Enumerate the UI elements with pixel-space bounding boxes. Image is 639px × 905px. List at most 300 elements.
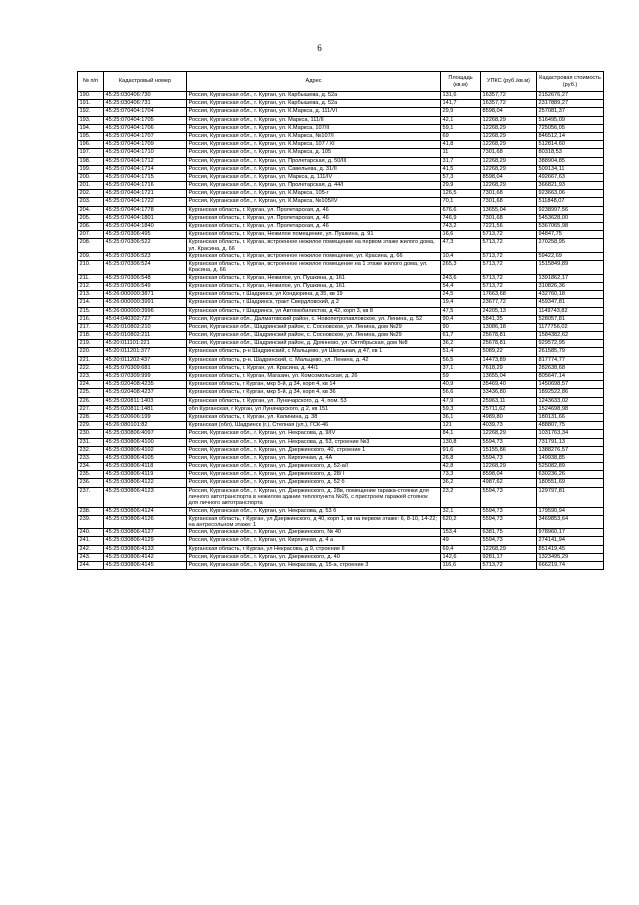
cell-cadastral-cost: 1031763,34 bbox=[537, 430, 604, 438]
table-row bbox=[78, 545, 604, 553]
cell-cadastral-cost: 2152676,27 bbox=[537, 92, 604, 100]
cell-address: Россия, Курганская обл., г. Курган, ул. Карбышева, д. 52а bbox=[187, 100, 441, 108]
cell-address: Россия, Курганская обл., г. Курган, ул. Дзержинского, д. 52-а/I bbox=[187, 463, 441, 471]
table-row bbox=[78, 389, 604, 397]
cell-upks: 12268,29 bbox=[481, 545, 537, 553]
cell-cadastral-number: 45:25:030806:4102 bbox=[104, 446, 187, 454]
cell-upks: 12268,29 bbox=[481, 430, 537, 438]
cell-upks: 12268,29 bbox=[481, 182, 537, 190]
cell-cadastral-cost: 80318,53 bbox=[537, 149, 604, 157]
cell-address: Россия, Курганская обл., г. Курган, ул. Некрасова, д. 53, строение №3 bbox=[187, 438, 441, 446]
cell-address: обл Курганская, г Курган, ул Луначарского, д 2, кв 151 bbox=[187, 405, 441, 413]
cell-number: 223. bbox=[78, 373, 104, 381]
cell-number: 203. bbox=[78, 198, 104, 206]
cell-cadastral-number: 45:25:070404:1705 bbox=[104, 116, 187, 124]
cell-cadastral-number: 45:25:070404:1707 bbox=[104, 132, 187, 140]
cell-address: Россия, Курганская обл., г. Курган, ул. Дзержинского, № 40 bbox=[187, 529, 441, 537]
cell-area: 59 bbox=[441, 373, 481, 381]
header-area: Площадь (кв.м) bbox=[441, 72, 481, 92]
cell-cadastral-cost: 1149743,82 bbox=[537, 307, 604, 315]
cell-upks: 5713,72 bbox=[481, 274, 537, 282]
cell-number: 210. bbox=[78, 261, 104, 275]
cell-number: 232. bbox=[78, 446, 104, 454]
table-row bbox=[78, 323, 604, 331]
cell-cadastral-cost: 492667,63 bbox=[537, 173, 604, 181]
cell-area: 121 bbox=[441, 422, 481, 430]
cell-number: 204. bbox=[78, 206, 104, 214]
cell-cadastral-number: 45:26:000000:3871 bbox=[104, 291, 187, 299]
cell-upks: 5594,73 bbox=[481, 454, 537, 462]
cell-upks: 4039,73 bbox=[481, 422, 537, 430]
cell-area: 620,2 bbox=[441, 515, 481, 529]
cell-area: 59,3 bbox=[441, 405, 481, 413]
cell-upks: 7221,56 bbox=[481, 223, 537, 231]
cell-number: 235. bbox=[78, 471, 104, 479]
cell-upks: 12268,29 bbox=[481, 141, 537, 149]
table-row bbox=[78, 446, 604, 454]
cell-upks: 4989,80 bbox=[481, 413, 537, 421]
cell-number: 213. bbox=[78, 291, 104, 299]
cell-area: 69,4 bbox=[441, 545, 481, 553]
cell-number: 218. bbox=[78, 332, 104, 340]
cell-number: 192. bbox=[78, 108, 104, 116]
table-row bbox=[78, 132, 604, 140]
cell-address: Россия, Курганская обл., г. Курган, ул. К.Маркса, №107/I bbox=[187, 132, 441, 140]
cell-address: Курганская область, г Шадринск, ул Кондюрина, д 35, кв 19 bbox=[187, 291, 441, 299]
table-row bbox=[78, 487, 604, 507]
cell-cadastral-number: 45:25:070404:1710 bbox=[104, 149, 187, 157]
cell-upks: 5713,72 bbox=[481, 252, 537, 260]
cell-area: 116,6 bbox=[441, 562, 481, 570]
cell-cadastral-number: 45:25:020811:1403 bbox=[104, 397, 187, 405]
table-body bbox=[78, 92, 604, 570]
table-row bbox=[78, 182, 604, 190]
cell-address: Россия, Курганская обл., г. Курган, ул. Кирпичная, д. 4 а bbox=[187, 537, 441, 545]
cell-area: 61,7 bbox=[441, 332, 481, 340]
cell-cadastral-cost: 1515849,89 bbox=[537, 261, 604, 275]
cell-address: Курганская область, г. Курган, ул. Пролетарская, д. 46 bbox=[187, 223, 441, 231]
table-row bbox=[78, 537, 604, 545]
cell-area: 37,1 bbox=[441, 364, 481, 372]
cell-area: 36,2 bbox=[441, 479, 481, 487]
table-row bbox=[78, 206, 604, 214]
cell-area: 90,4 bbox=[441, 315, 481, 323]
cell-upks: 17663,68 bbox=[481, 291, 537, 299]
cell-cadastral-number: 45:25:070404:1714 bbox=[104, 165, 187, 173]
table-row bbox=[78, 422, 604, 430]
cell-cadastral-number: 45:26:000000:3991 bbox=[104, 299, 187, 307]
cell-area: 54,4 bbox=[441, 282, 481, 290]
cell-area: 31,7 bbox=[441, 157, 481, 165]
cell-area: 49 bbox=[441, 537, 481, 545]
cell-cadastral-number: 45:25:070404:1716 bbox=[104, 182, 187, 190]
cell-area: 32,1 bbox=[441, 507, 481, 515]
cell-upks: 5713,72 bbox=[481, 239, 537, 253]
cell-area: 26,8 bbox=[441, 454, 481, 462]
cell-area: 16,6 bbox=[441, 231, 481, 239]
cell-cadastral-cost: 59422,69 bbox=[537, 252, 604, 260]
cell-number: 219. bbox=[78, 340, 104, 348]
cell-upks: 7301,68 bbox=[481, 214, 537, 222]
cell-cadastral-number: 45:25:070404:1778 bbox=[104, 206, 187, 214]
cell-cadastral-number: 45:25:070404:1709 bbox=[104, 141, 187, 149]
cell-area: 131,6 bbox=[441, 92, 481, 100]
cell-number: 216. bbox=[78, 315, 104, 323]
cell-upks: 12268,29 bbox=[481, 124, 537, 132]
table-row bbox=[78, 562, 604, 570]
cell-area: 56,6 bbox=[441, 389, 481, 397]
cell-cadastral-number: 45:25:070404:1706 bbox=[104, 124, 187, 132]
cell-number: 244. bbox=[78, 562, 104, 570]
table-header-row bbox=[78, 72, 604, 92]
table-row bbox=[78, 413, 604, 421]
cell-upks: 13086,18 bbox=[481, 323, 537, 331]
cell-upks: 5089,22 bbox=[481, 348, 537, 356]
cell-upks: 25678,81 bbox=[481, 332, 537, 340]
cell-upks: 5594,73 bbox=[481, 487, 537, 507]
cell-cadastral-cost: 1391862,17 bbox=[537, 274, 604, 282]
cell-area: 41,8 bbox=[441, 141, 481, 149]
cell-upks: 15155,86 bbox=[481, 446, 537, 454]
table-row bbox=[78, 373, 604, 381]
cell-cadastral-number: 45:25:070306:548 bbox=[104, 274, 187, 282]
cell-address: Курганская область, г Курган, мкр 5-й, д 34, корп 4, кв 14 bbox=[187, 381, 441, 389]
cell-upks: 7301,68 bbox=[481, 198, 537, 206]
cell-number: 229. bbox=[78, 422, 104, 430]
cell-area: 265,3 bbox=[441, 261, 481, 275]
table-row bbox=[78, 315, 604, 323]
header-number: № п/п bbox=[78, 72, 104, 92]
cell-address: Россия, Курганская обл., г. Курган, ул. К.Маркса, д. 105 bbox=[187, 149, 441, 157]
cell-address: Курганская область, г. Курган, Нежилое помещение, ул. Пушкина, д. 91 bbox=[187, 231, 441, 239]
cell-area: 746,9 bbox=[441, 214, 481, 222]
table-row bbox=[78, 165, 604, 173]
cell-address: Курганская область, г. Курган, ул. Красина, д. 44/1 bbox=[187, 364, 441, 372]
cell-cadastral-cost: 725056,05 bbox=[537, 124, 604, 132]
cell-number: 227. bbox=[78, 405, 104, 413]
cell-cadastral-number: 45:25:030806:4122 bbox=[104, 479, 187, 487]
cell-cadastral-cost: 851419,45 bbox=[537, 545, 604, 553]
cell-number: 197. bbox=[78, 149, 104, 157]
table-row bbox=[78, 108, 604, 116]
cell-address: Россия, Курганская обл., Шадринский район, с. Сосновское, ул. Ленина, дом №29 bbox=[187, 323, 441, 331]
cell-upks: 9281,17 bbox=[481, 553, 537, 561]
cell-number: 239. bbox=[78, 515, 104, 529]
table-row bbox=[78, 340, 604, 348]
cell-area: 130,8 bbox=[441, 438, 481, 446]
cell-area: 29,9 bbox=[441, 108, 481, 116]
table-row bbox=[78, 92, 604, 100]
cell-area: 70,1 bbox=[441, 198, 481, 206]
table-row bbox=[78, 381, 604, 389]
cell-upks: 5594,73 bbox=[481, 537, 537, 545]
table-row bbox=[78, 405, 604, 413]
cell-area: 10,4 bbox=[441, 252, 481, 260]
cell-cadastral-number: 45:25:020811:1481 bbox=[104, 405, 187, 413]
cell-upks: 7618,29 bbox=[481, 364, 537, 372]
cell-upks: 13655,04 bbox=[481, 206, 537, 214]
cell-upks: 5594,73 bbox=[481, 507, 537, 515]
cell-upks: 16357,72 bbox=[481, 92, 537, 100]
cell-address: Курганская область, г. Курган, ул. Луначарского, д. 4, пом. 53 bbox=[187, 397, 441, 405]
table-row bbox=[78, 223, 604, 231]
cell-upks: 35469,40 bbox=[481, 381, 537, 389]
cell-address: Россия, Курганская обл., г. Курган, ул. Кирпичная, д. 4А bbox=[187, 454, 441, 462]
cell-number: 206. bbox=[78, 223, 104, 231]
cell-address: Россия, Курганская обл., Далматовский район, с. Новопетропавловское, ул. Ленина, д. 52 bbox=[187, 315, 441, 323]
cell-cadastral-number: 45:25:030406:731 bbox=[104, 100, 187, 108]
table-row bbox=[78, 471, 604, 479]
cadastral-value-table bbox=[77, 71, 604, 570]
cell-cadastral-number: 45:20:011202:437 bbox=[104, 356, 187, 364]
cell-cadastral-number: 45:25:070404:1840 bbox=[104, 223, 187, 231]
cell-address: Россия, Курганская обл., Шадринский район, с. Сосновское, ул. Ленина, дом №29 bbox=[187, 332, 441, 340]
cell-address: Россия, Курганская обл., г. Курган, ул. Маркса, 111/II bbox=[187, 116, 441, 124]
cell-cadastral-number: 45:25:030806:4127 bbox=[104, 529, 187, 537]
cell-area: 51,4 bbox=[441, 348, 481, 356]
cell-cadastral-number: 45:25:030806:4105 bbox=[104, 454, 187, 462]
cell-area: 36,1 bbox=[441, 413, 481, 421]
cell-upks: 5841,35 bbox=[481, 315, 537, 323]
cell-cadastral-cost: 1177756,02 bbox=[537, 323, 604, 331]
cell-upks: 5713,72 bbox=[481, 261, 537, 275]
cell-cadastral-cost: 666219,74 bbox=[537, 562, 604, 570]
cell-number: 236. bbox=[78, 479, 104, 487]
cell-area: 42,8 bbox=[441, 463, 481, 471]
cell-upks: 12268,29 bbox=[481, 463, 537, 471]
cell-cadastral-cost: 923663,06 bbox=[537, 190, 604, 198]
cell-number: 196. bbox=[78, 141, 104, 149]
cell-cadastral-cost: 261585,79 bbox=[537, 348, 604, 356]
cell-upks: 13655,04 bbox=[481, 373, 537, 381]
cell-number: 190. bbox=[78, 92, 104, 100]
cell-cadastral-cost: 366821,93 bbox=[537, 182, 604, 190]
cell-address: Россия, Курганская обл., г. Курган, ул. Некрасова, д. 15-а, строение 3 bbox=[187, 562, 441, 570]
cell-cadastral-number: 45:20:011201:377 bbox=[104, 348, 187, 356]
cell-cadastral-number: 45:25:070306:549 bbox=[104, 282, 187, 290]
table-row bbox=[78, 348, 604, 356]
cell-area: 56,5 bbox=[441, 356, 481, 364]
cell-address: Курганская область, г Курган, мкр 5-й, д 34, корп 4, кв 36 bbox=[187, 389, 441, 397]
cell-number: 193. bbox=[78, 116, 104, 124]
cell-address: Россия, Курганская обл., Шадринский район, д. Дрянново, ул. Октябрьская, дом №8 bbox=[187, 340, 441, 348]
cell-cadastral-number: 45:25:070404:1704 bbox=[104, 108, 187, 116]
cell-cadastral-cost: 846512,14 bbox=[537, 132, 604, 140]
cell-cadastral-number: 45:25:030806:4142 bbox=[104, 553, 187, 561]
cell-number: 224. bbox=[78, 381, 104, 389]
table-row bbox=[78, 252, 604, 260]
cell-cadastral-number: 45:25:030806:4129 bbox=[104, 537, 187, 545]
cell-cadastral-cost: 488807,75 bbox=[537, 422, 604, 430]
cell-cadastral-cost: 270258,95 bbox=[537, 239, 604, 253]
cell-cadastral-cost: 2317889,27 bbox=[537, 100, 604, 108]
cell-cadastral-cost: 1584382,62 bbox=[537, 332, 604, 340]
cell-address: Россия, Курганская обл., г. Курган, ул. К.Маркса, 107/II bbox=[187, 124, 441, 132]
cell-upks: 5594,73 bbox=[481, 515, 537, 529]
cell-area: 743,2 bbox=[441, 223, 481, 231]
cell-cadastral-cost: 94847,75 bbox=[537, 231, 604, 239]
cell-cadastral-number: 45:25:070404:1722 bbox=[104, 198, 187, 206]
cell-address: Россия, Курганская обл., г. Курган, ул. К.Маркса, 107 / XI bbox=[187, 141, 441, 149]
cell-cadastral-number: 45:25:070309:681 bbox=[104, 364, 187, 372]
cell-cadastral-cost: 9238997,56 bbox=[537, 206, 604, 214]
cell-cadastral-number: 45:25:070306:495 bbox=[104, 231, 187, 239]
table-row bbox=[78, 356, 604, 364]
table-row bbox=[78, 116, 604, 124]
cell-cadastral-cost: 5367065,98 bbox=[537, 223, 604, 231]
cell-cadastral-cost: 817774,77 bbox=[537, 356, 604, 364]
table-row bbox=[78, 173, 604, 181]
cell-address: Курганская область, г. Курган, Нежилое, ул. Пушкина, д. 161 bbox=[187, 282, 441, 290]
cell-number: 208. bbox=[78, 239, 104, 253]
cell-number: 238. bbox=[78, 507, 104, 515]
cell-cadastral-number: 45:25:070404:1721 bbox=[104, 190, 187, 198]
cell-address: Россия, Курганская обл., г. Курган, ул. Савельева, д. 31/II bbox=[187, 165, 441, 173]
cell-cadastral-cost: 459347,81 bbox=[537, 299, 604, 307]
header-cadastral-cost: Кадастровая стоимость (руб.) bbox=[537, 72, 604, 92]
cell-cadastral-number: 45:25:020408:4235 bbox=[104, 381, 187, 389]
cell-area: 40,9 bbox=[441, 381, 481, 389]
cell-number: 199. bbox=[78, 165, 104, 173]
header-cadastral-number: Кадастровый номер bbox=[104, 72, 187, 92]
table-row bbox=[78, 291, 604, 299]
cell-upks: 24205,13 bbox=[481, 307, 537, 315]
table-row bbox=[78, 299, 604, 307]
cell-upks: 5713,72 bbox=[481, 282, 537, 290]
cell-address: Курганская область, г. Курган, Нежилое, ул. Пушкина, д. 161 bbox=[187, 274, 441, 282]
cell-area: 47,9 bbox=[441, 397, 481, 405]
cell-number: 198. bbox=[78, 157, 104, 165]
cell-upks: 8598,04 bbox=[481, 173, 537, 181]
cell-number: 237. bbox=[78, 487, 104, 507]
cell-cadastral-cost: 149938,85 bbox=[537, 454, 604, 462]
cell-upks: 8598,04 bbox=[481, 108, 537, 116]
cell-area: 36,2 bbox=[441, 340, 481, 348]
cell-cadastral-cost: 432760,18 bbox=[537, 291, 604, 299]
cell-cadastral-number: 45:26:080101:82 bbox=[104, 422, 187, 430]
cell-cadastral-cost: 3469853,64 bbox=[537, 515, 604, 529]
cell-number: 228. bbox=[78, 413, 104, 421]
cell-cadastral-cost: 929572,95 bbox=[537, 340, 604, 348]
cell-area: 84,1 bbox=[441, 430, 481, 438]
cell-number: 194. bbox=[78, 124, 104, 132]
cell-number: 215. bbox=[78, 307, 104, 315]
cell-area: 19,4 bbox=[441, 299, 481, 307]
cell-area: 243,6 bbox=[441, 274, 481, 282]
table-row bbox=[78, 100, 604, 108]
cell-address: Курганская область, г. Курган, Магазин, ул. Комсомольская, д. 26 bbox=[187, 373, 441, 381]
cell-cadastral-cost: 525082,89 bbox=[537, 463, 604, 471]
cell-cadastral-number: 45:25:070306:524 bbox=[104, 261, 187, 275]
cell-cadastral-number: 45:26:000000:3996 bbox=[104, 307, 187, 315]
cell-cadastral-number: 45:25:070306:522 bbox=[104, 239, 187, 253]
cell-cadastral-number: 45:20:010802:210 bbox=[104, 323, 187, 331]
cell-number: 201. bbox=[78, 182, 104, 190]
cell-cadastral-cost: 516495,09 bbox=[537, 116, 604, 124]
cell-number: 191. bbox=[78, 100, 104, 108]
cell-area: 47,5 bbox=[441, 307, 481, 315]
cell-cadastral-cost: 179590,94 bbox=[537, 507, 604, 515]
cell-cadastral-cost: 528057,81 bbox=[537, 315, 604, 323]
cell-upks: 25963,11 bbox=[481, 397, 537, 405]
cell-upks: 5713,72 bbox=[481, 231, 537, 239]
cell-address: Россия, Курганская обл., г. Курган, ул. Дзержинского, д. 28в, помещение гаража-стоянки для личного автотранспорта в нежилом здании теплопункта №26, с пристроем гаражей стоянок для личного автотранспорта bbox=[187, 487, 441, 507]
cell-cadastral-number: 45:25:030406:730 bbox=[104, 92, 187, 100]
cell-number: 195. bbox=[78, 132, 104, 140]
cell-number: 230. bbox=[78, 430, 104, 438]
cell-number: 226. bbox=[78, 397, 104, 405]
cell-cadastral-cost: 1388276,57 bbox=[537, 446, 604, 454]
cell-address: Курганская (обл), Шадринск (г.), Степная (ул.), ГСК-46 bbox=[187, 422, 441, 430]
cell-cadastral-cost: 1450698,57 bbox=[537, 381, 604, 389]
table-row bbox=[78, 239, 604, 253]
cell-address: Курганская область, г. Курган, ул. Пролетарская, д. 46 bbox=[187, 214, 441, 222]
table-row bbox=[78, 364, 604, 372]
table-row bbox=[78, 515, 604, 529]
table-row bbox=[78, 231, 604, 239]
cell-upks: 7301,68 bbox=[481, 149, 537, 157]
cell-area: 57,3 bbox=[441, 173, 481, 181]
cell-area: 24,5 bbox=[441, 291, 481, 299]
table-row bbox=[78, 529, 604, 537]
cell-cadastral-cost: 282638,68 bbox=[537, 364, 604, 372]
cell-cadastral-number: 45:25:030806:4100 bbox=[104, 438, 187, 446]
table-row bbox=[78, 190, 604, 198]
cell-cadastral-cost: 310826,36 bbox=[537, 282, 604, 290]
cell-upks: 5713,72 bbox=[481, 562, 537, 570]
cell-area: 42,1 bbox=[441, 116, 481, 124]
cell-upks: 33436,80 bbox=[481, 389, 537, 397]
cell-number: 222. bbox=[78, 364, 104, 372]
cell-cadastral-cost: 5453628,00 bbox=[537, 214, 604, 222]
cell-address: Россия, Курганская обл., г. Курган, ул. Некрасова, д. 53 б bbox=[187, 507, 441, 515]
cell-number: 243. bbox=[78, 553, 104, 561]
table-row bbox=[78, 157, 604, 165]
cell-address: Россия, Курганская обл., г. Курган, ул. К.Маркса, д. 111/VI bbox=[187, 108, 441, 116]
cell-cadastral-number: 45:20:010802:211 bbox=[104, 332, 187, 340]
cell-cadastral-cost: 274141,94 bbox=[537, 537, 604, 545]
cell-area: 47,3 bbox=[441, 239, 481, 253]
cell-address: Россия, Курганская обл., г. Курган, ул. К.Маркса, №105/IV bbox=[187, 198, 441, 206]
cell-cadastral-cost: 257081,37 bbox=[537, 108, 604, 116]
cell-upks: 16357,72 bbox=[481, 100, 537, 108]
cell-area: 142,6 bbox=[441, 553, 481, 561]
cell-address: Россия, Курганская обл., г. Курган, ул. Дзержинского, д. 28/ I bbox=[187, 471, 441, 479]
cell-cadastral-cost: 731791,13 bbox=[537, 438, 604, 446]
cell-address: Россия, Курганская обл., г. Курган, ул. Дзержинского, 40, строение 1 bbox=[187, 446, 441, 454]
cell-cadastral-cost: 129797,81 bbox=[537, 487, 604, 507]
cell-number: 217. bbox=[78, 323, 104, 331]
cell-number: 234. bbox=[78, 463, 104, 471]
cell-number: 212. bbox=[78, 282, 104, 290]
cell-area: 126,5 bbox=[441, 190, 481, 198]
cell-cadastral-cost: 1243633,02 bbox=[537, 397, 604, 405]
cell-cadastral-number: 45:25:020606:199 bbox=[104, 413, 187, 421]
table-row bbox=[78, 274, 604, 282]
cell-upks: 6381,75 bbox=[481, 529, 537, 537]
cell-address: Россия, Курганская обл., г. Курган, ул. Дзержинского, д. 52 б bbox=[187, 479, 441, 487]
cell-address: Курганская область, г Шадринск, тракт Свердловский, д 2 bbox=[187, 299, 441, 307]
cell-upks: 12268,29 bbox=[481, 165, 537, 173]
table-row bbox=[78, 307, 604, 315]
cell-address: Курганская область, г. Курган, ул. Калинина, д. 38 bbox=[187, 413, 441, 421]
table-row bbox=[78, 261, 604, 275]
cell-address: Курганская область, г Курган, ул Некрасова, д 9, строение II bbox=[187, 545, 441, 553]
cell-cadastral-cost: 511848,07 bbox=[537, 198, 604, 206]
cell-number: 205. bbox=[78, 214, 104, 222]
table-row bbox=[78, 198, 604, 206]
cell-area: 29,9 bbox=[441, 182, 481, 190]
